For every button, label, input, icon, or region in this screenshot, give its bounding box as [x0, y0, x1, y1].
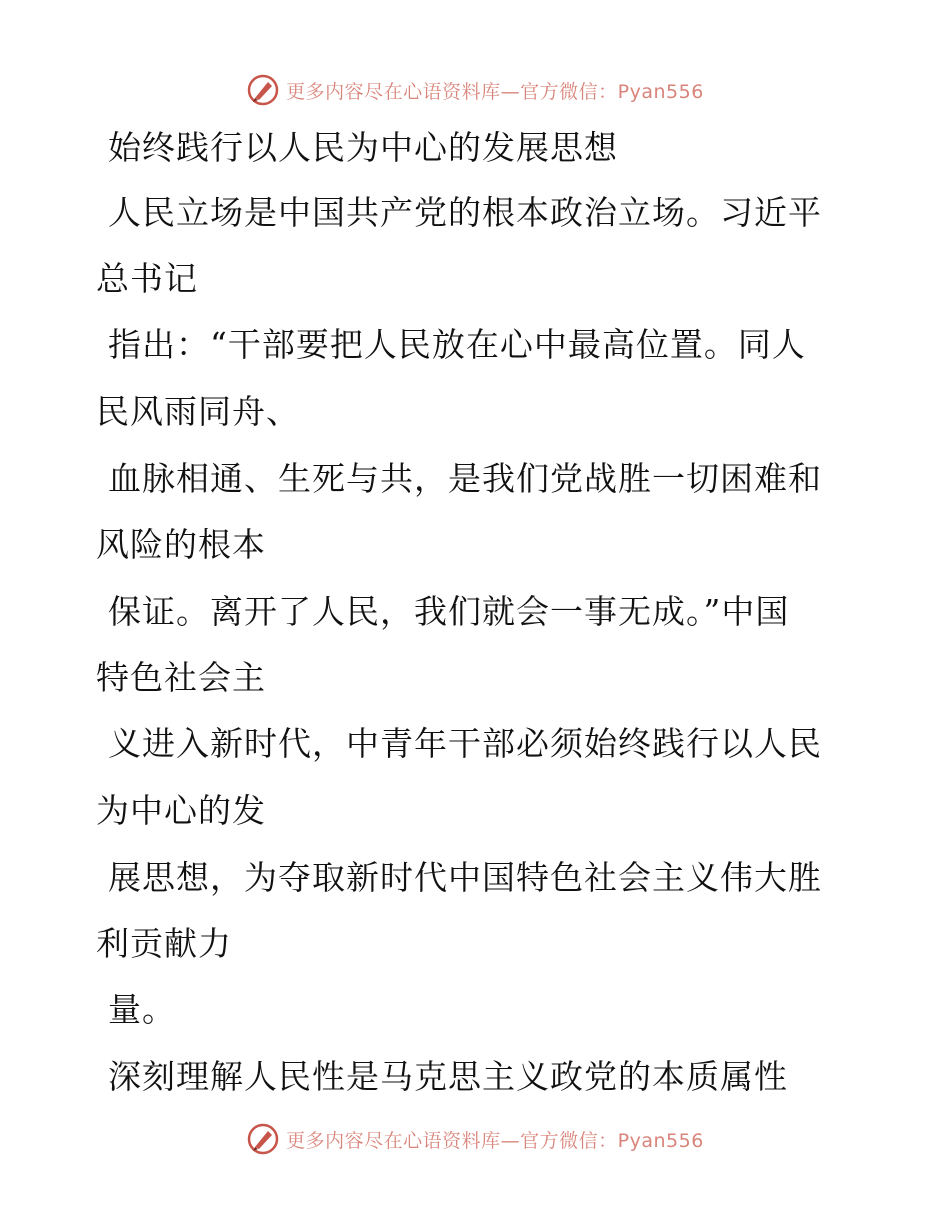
paragraph-line: 利贡献力	[96, 924, 232, 963]
section-heading: 始终践行以人民为中心的发展思想	[108, 128, 618, 167]
paragraph-line: 指出：“干部要把人民放在心中最高位置。同人	[108, 325, 806, 364]
paragraph-line: 义进入新时代，中青年干部必须始终践行以人民	[108, 724, 822, 763]
paragraph-line: 为中心的发	[96, 791, 266, 830]
footer-banner	[0, 1121, 950, 1157]
paragraph-line: 总书记	[96, 259, 198, 298]
paragraph-line: 特色社会主	[96, 658, 266, 697]
paragraph-line: 血脉相通、生死与共，是我们党战胜一切困难和	[108, 459, 822, 498]
paragraph-line: 风险的根本	[96, 525, 266, 564]
header-banner-text: 更多内容尽在心语资料库—官方微信：Pyan556	[286, 80, 704, 103]
paragraph-line: 保证。离开了人民，我们就会一事无成。”中国	[108, 592, 790, 631]
pen-logo-icon	[246, 1122, 280, 1156]
header-banner	[0, 72, 950, 108]
paragraph-line: 量。	[108, 990, 176, 1029]
paragraph-line: 展思想，为夺取新时代中国特色社会主义伟大胜	[108, 858, 822, 897]
paragraph-line: 民风雨同舟、	[96, 392, 300, 431]
document-body	[96, 118, 831, 1097]
section-heading: 深刻理解人民性是马克思主义政党的本质属性	[108, 1057, 788, 1096]
footer-banner-text: 更多内容尽在心语资料库—官方微信：Pyan556	[286, 1129, 704, 1152]
paragraph-line: 人民立场是中国共产党的根本政治立场。习近平	[108, 193, 822, 232]
pen-logo-icon	[246, 73, 280, 107]
